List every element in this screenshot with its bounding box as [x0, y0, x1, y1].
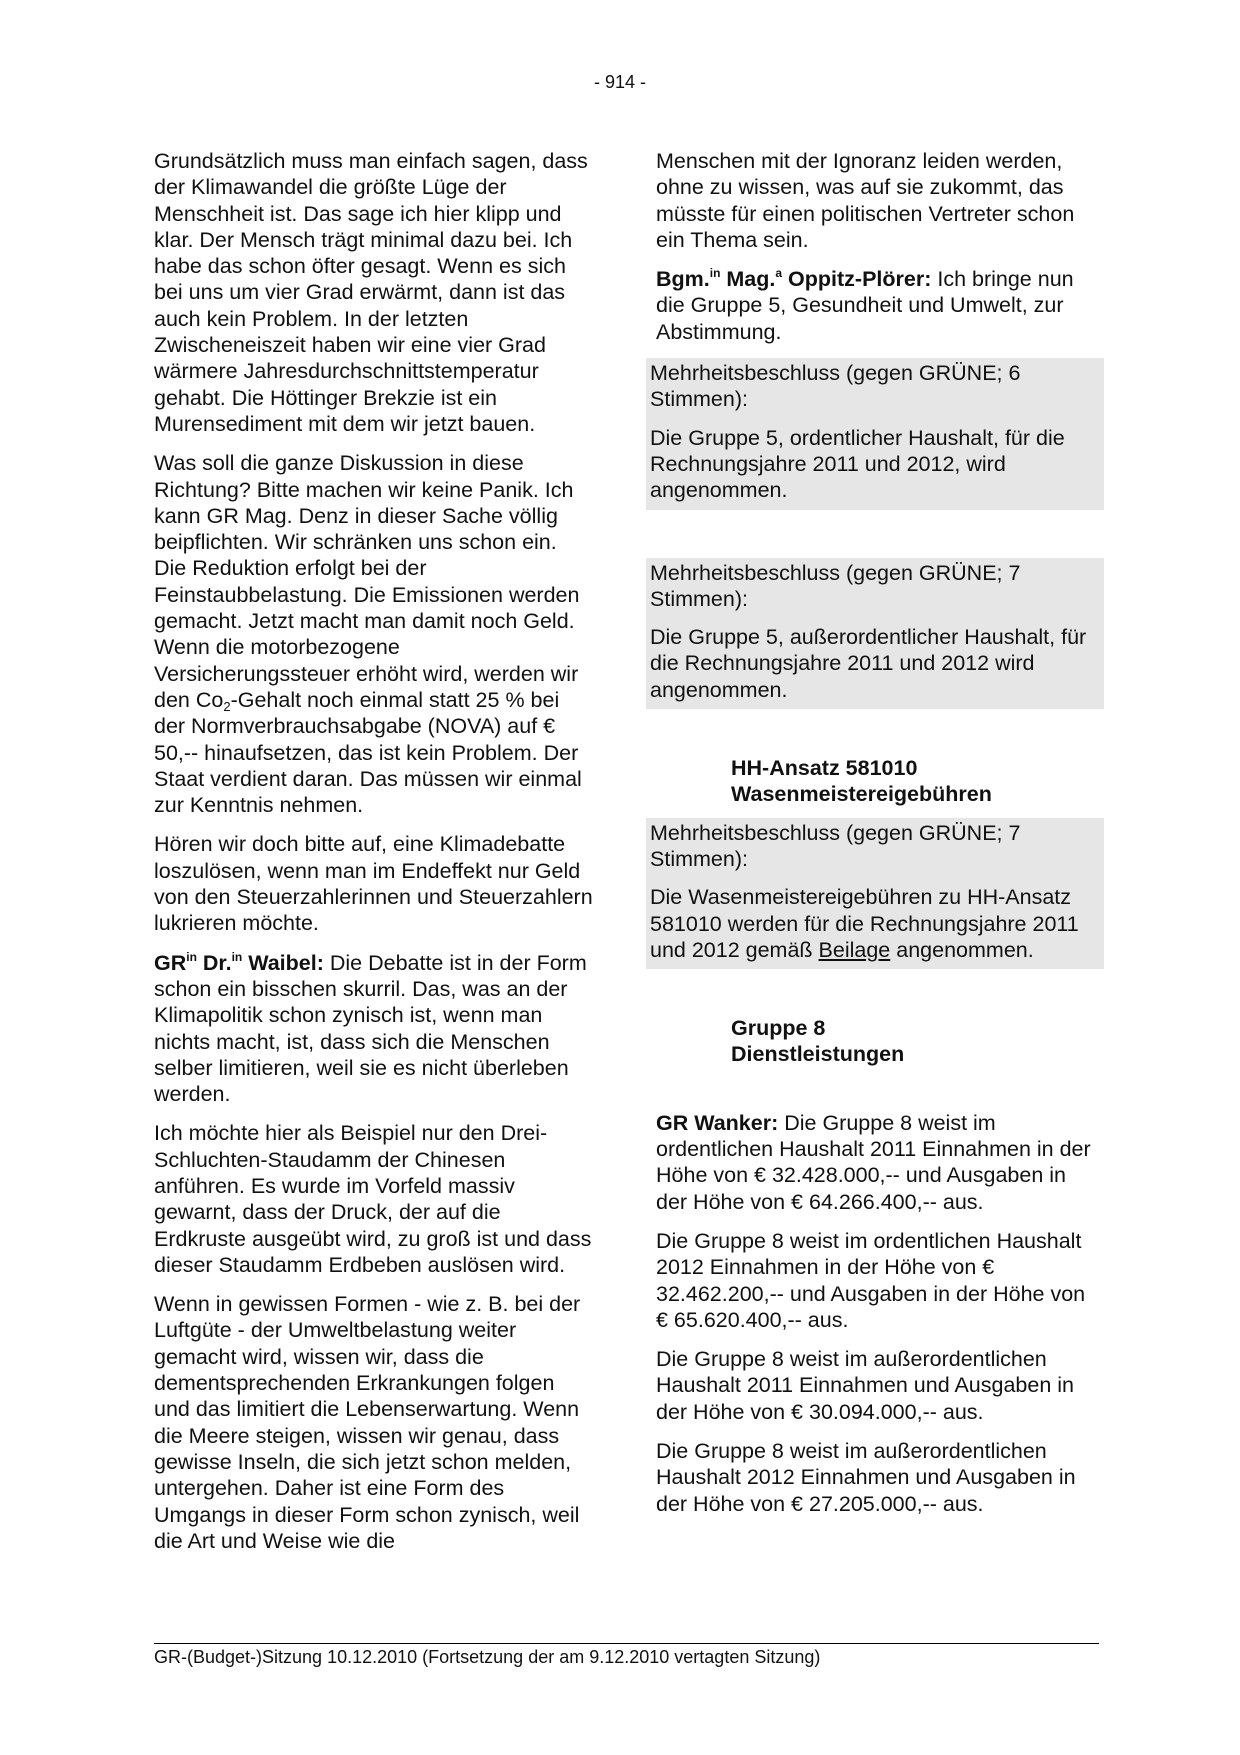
paragraph: Grundsätzlich muss man einfach sagen, dass der Klimawandel die größte Lüge der Menschheit ist. Das sage ich hier klipp und klar. Der Mensch trägt minimal dazu bei. Ich habe das schon öfter gesagt. Wenn es sich bei uns um vier Grad erwärmt, dann ist das auch kein Problem. In der letzten Zwischeneiszeit haben wir eine vier Grad wärmere Jahresdurchschnittstemperatur gehabt. Die Höttinger Brekzie ist ein Murensediment mit dem wir jetzt bauen.: [154, 149, 588, 436]
resolution-text: Die Gruppe 5, außerordentlicher Haushalt, für die Rechnungsjahre 2011 und 2012 wird angenommen.: [650, 625, 1087, 702]
speaker-name: Bgm.$^{in}$ Mag.$^a$ Oppitz-Plörer:: [656, 266, 932, 292]
section-heading: Gruppe 8 Dienstleistungen: [731, 1016, 905, 1067]
resolution-box: [646, 558, 1104, 709]
resolution-title: Mehrheitsbeschluss (gegen GRÜNE; 7 Stimmen):: [650, 560, 1021, 611]
paragraph: Was soll die ganze Diskussion in diese Richtung? Bitte machen wir keine Panik. Ich kann GR Mag. Denz in dieser Sache völlig beipflichten. Wir schränken uns schon ein. Die Reduktion erfolgt bei der Feinstaubbelastung. Die Emissionen werden gemacht. Jetzt macht man damit noch Geld. Wenn die motorbezogene Versicherungssteuer erhöht wird, werden wir den $Co_2$-Gehalt noch einmal statt 25 % bei der Normverbrauchsabgabe (NOVA) auf € 50,-- hinaufsetzen, das ist kein Problem. Der Staat verdient daran. Das müssen wir einmal zur Kenntnis nehmen.: [154, 451, 582, 818]
resolution-box: [646, 358, 1104, 509]
paragraph: Wenn in gewissen Formen - wie z. B. bei der Luftgüte - der Umweltbelastung weiter gemacht wird, wissen wir, dass die dementsprechenden Erkrankungen folgen und das limitiert die Lebenserwartung. Wenn die Meere steigen, wissen wir genau, dass gewisse Inseln, die sich jetzt schon melden, untergehen. Daher ist eine Form des Umgangs in dieser Form schon zynisch, weil die Art und Weise wie die: [154, 1292, 581, 1553]
paragraph: Die Gruppe 8 weist im außerordentlichen Haushalt 2012 Einnahmen und Ausgaben in der Höhe von € 27.205.000,-- aus.: [656, 1438, 1076, 1516]
beilage-link[interactable]: Beilage: [818, 937, 891, 962]
resolution-text: Die Gruppe 5, ordentlicher Haushalt, für die Rechnungsjahre 2011 und 2012, wird angenommen.: [650, 425, 1065, 503]
speaker-name: $GR^{in}$ Dr.$^{in}$ Waibel:: [154, 949, 324, 975]
page-number: - 914 -: [593, 72, 647, 92]
left-column: [154, 148, 594, 1567]
paragraph: GR Wanker: Die Gruppe 8 weist im ordentlichen Haushalt 2011 Einnahmen in der Höhe von € 32.428.000,-- und Ausgaben in der Höhe von € 64.266.400,-- aus.: [656, 1110, 1091, 1214]
footer-divider: [154, 1643, 1099, 1644]
footer: GR-(Budget-)Sitzung 10.12.2010 (Fortsetzung der am 9.12.2010 vertagten Sitzung): [154, 1647, 821, 1667]
paragraph: Menschen mit der Ignoranz leiden werden, ohne zu wissen, was auf sie zukommt, das müsste für einen politischen Vertreter schon ein Thema sein.: [656, 149, 1075, 252]
paragraph: Bgm.$^{in}$ Mag.$^a$ Oppitz-Plörer: Ich bringe nun die Gruppe 5, Gesundheit und Umwelt, zur Abstimmung.: [656, 266, 1074, 344]
paragraph: Die Gruppe 8 weist im ordentlichen Haushalt 2012 Einnahmen in der Höhe von € 32.462.200,-- und Ausgaben in der Höhe von € 65.620.400,-- aus.: [656, 1228, 1086, 1332]
speaker-name: GR Wanker:: [656, 1110, 779, 1135]
paragraph: Die Gruppe 8 weist im außerordentlichen Haushalt 2011 Einnahmen und Ausgaben in der Höhe von € 30.094.000,-- aus.: [656, 1347, 1074, 1424]
paragraph: $GR^{in}$ Dr.$^{in}$ Waibel: Die Debatte ist in der Form schon ein bisschen skurril. Das, was an der Klimapolitik schon zynisch ist, wenn man nichts macht, ist, dass sich die Menschen selber limitieren, weil sie es nicht überleben werden.: [154, 949, 587, 1107]
paragraph: Ich möchte hier als Beispiel nur den Drei-Schluchten-Staudamm der Chinesen anführen. Es wurde im Vorfeld massiv gewarnt, dass der Druck, der auf die Erdkruste ausgeübt wird, zu groß ist und dass dieser Staudamm Erdbeben auslösen wird.: [154, 1121, 592, 1277]
section-heading: HH-Ansatz 581010 Wasenmeistereigebühren: [731, 756, 992, 807]
resolution-text: Die Wasenmeistereigebühren zu HH-Ansatz 581010 werden für die Rechnungsjahre 2011 und 2012 gemäß Beilage angenommen.: [650, 885, 1079, 962]
resolution-box: [646, 818, 1104, 969]
paragraph: Hören wir doch bitte auf, eine Klimadebatte loszulösen, wenn man im Endeffekt nur Geld von den Steuerzahlerinnen und Steuerzahlern lukrieren möchte.: [154, 832, 593, 936]
resolution-title: Mehrheitsbeschluss (gegen GRÜNE; 7 Stimmen):: [650, 820, 1021, 871]
resolution-title: Mehrheitsbeschluss (gegen GRÜNE; 6 Stimmen):: [650, 361, 1021, 412]
right-column: [650, 148, 1101, 1530]
